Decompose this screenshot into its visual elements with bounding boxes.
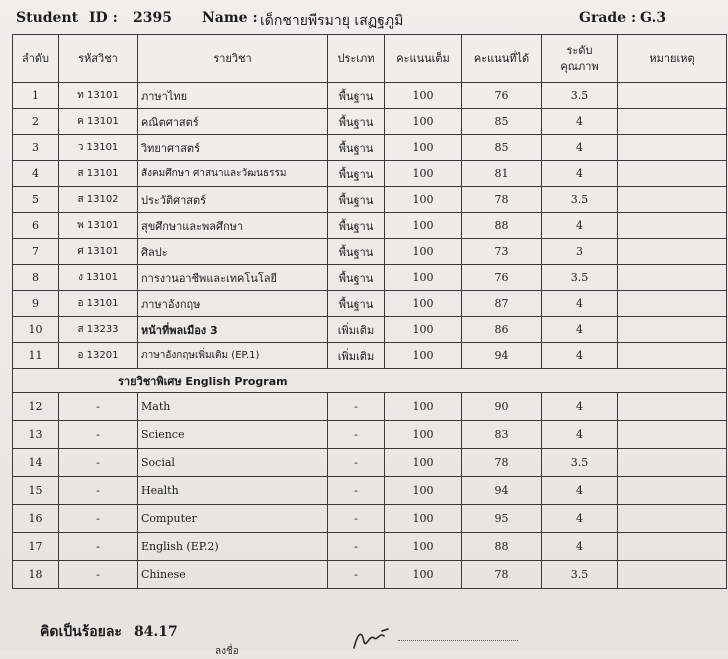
table-row xyxy=(13,561,727,589)
cell-score: 87 xyxy=(462,291,542,317)
table-row xyxy=(13,505,727,533)
cell-number: 1 xyxy=(13,83,59,109)
cell-full-score: 100 xyxy=(385,161,462,187)
cell-score: 85 xyxy=(462,135,542,161)
cell-note xyxy=(618,135,727,161)
cell-code: ว 13101 xyxy=(59,135,138,161)
cell-full-score: 100 xyxy=(385,393,462,421)
cell-number: 2 xyxy=(13,109,59,135)
cell-subject: Science xyxy=(138,421,328,449)
cell-level: 4 xyxy=(542,161,618,187)
cell-type: เพิ่มเติม xyxy=(328,343,385,369)
cell-subject: สังคมศึกษา ศาสนาและวัฒนธรรม xyxy=(138,161,328,187)
cell-subject: Social xyxy=(138,449,328,477)
table-row xyxy=(13,317,727,343)
table-row xyxy=(13,239,727,265)
column-header-score: คะแนนที่ได้ xyxy=(462,35,542,83)
cell-number: 8 xyxy=(13,265,59,291)
cell-code: พ 13101 xyxy=(59,213,138,239)
cell-code: ท 13101 xyxy=(59,83,138,109)
cell-subject: ศิลปะ xyxy=(138,239,328,265)
cell-number: 5 xyxy=(13,187,59,213)
cell-full-score: 100 xyxy=(385,239,462,265)
cell-full-score: 100 xyxy=(385,109,462,135)
table-row xyxy=(13,421,727,449)
cell-note xyxy=(618,343,727,369)
cell-level: 3.5 xyxy=(542,561,618,589)
cell-score: 95 xyxy=(462,505,542,533)
column-header-level: ระดับ คุณภาพ xyxy=(542,35,618,83)
cell-score: 90 xyxy=(462,393,542,421)
cell-full-score: 100 xyxy=(385,83,462,109)
cell-subject: ภาษาอังกฤษเพิ่มเติม (EP.1) xyxy=(138,343,328,369)
cell-note xyxy=(618,265,727,291)
cell-note xyxy=(618,505,727,533)
table-header-row xyxy=(13,35,727,83)
cell-number: 16 xyxy=(13,505,59,533)
cell-code: อ 13201 xyxy=(59,343,138,369)
cell-subject: Chinese xyxy=(138,561,328,589)
cell-score: 94 xyxy=(462,477,542,505)
table-row xyxy=(13,265,727,291)
cell-subject: Math xyxy=(138,393,328,421)
cell-score: 86 xyxy=(462,317,542,343)
cell-score: 78 xyxy=(462,561,542,589)
column-header-subject: รายวิชา xyxy=(138,35,328,83)
cell-type: - xyxy=(328,449,385,477)
cell-score: 85 xyxy=(462,109,542,135)
cell-type: - xyxy=(328,393,385,421)
cell-subject: สุขศึกษาและพลศึกษา xyxy=(138,213,328,239)
cell-code: อ 13101 xyxy=(59,291,138,317)
cell-full-score: 100 xyxy=(385,343,462,369)
column-header-number: ลำดับ xyxy=(13,35,59,83)
cell-level: 3.5 xyxy=(542,265,618,291)
grade-label: Grade : xyxy=(579,10,637,26)
percent-label: คิดเป็นร้อยละ xyxy=(40,624,122,640)
cell-number: 10 xyxy=(13,317,59,343)
cell-level: 4 xyxy=(542,291,618,317)
cell-level: 4 xyxy=(542,109,618,135)
cell-score: 76 xyxy=(462,83,542,109)
column-header-type: ประเภท xyxy=(328,35,385,83)
cell-subject: ภาษาไทย xyxy=(138,83,328,109)
cell-full-score: 100 xyxy=(385,449,462,477)
cell-note xyxy=(618,239,727,265)
cell-type: พื้นฐาน xyxy=(328,135,385,161)
cell-full-score: 100 xyxy=(385,421,462,449)
cell-number: 12 xyxy=(13,393,59,421)
report-header xyxy=(16,6,718,30)
table-row xyxy=(13,393,727,421)
cell-subject: การงานอาชีพและเทคโนโลยี xyxy=(138,265,328,291)
cell-full-score: 100 xyxy=(385,477,462,505)
cell-number: 14 xyxy=(13,449,59,477)
cell-score: 83 xyxy=(462,421,542,449)
cell-type: พื้นฐาน xyxy=(328,187,385,213)
grade-value: G.3 xyxy=(640,10,667,26)
cell-subject: หน้าที่พลเมือง 3 xyxy=(138,317,328,343)
cell-level: 4 xyxy=(542,213,618,239)
cell-number: 9 xyxy=(13,291,59,317)
cell-code: - xyxy=(59,561,138,589)
cell-number: 3 xyxy=(13,135,59,161)
cell-type: พื้นฐาน xyxy=(328,291,385,317)
cell-score: 94 xyxy=(462,343,542,369)
cell-type: - xyxy=(328,421,385,449)
cell-type: พื้นฐาน xyxy=(328,265,385,291)
special-section-heading: รายวิชาพิเศษ English Program xyxy=(13,369,727,393)
cell-subject: English (EP.2) xyxy=(138,533,328,561)
name-label: Name : xyxy=(202,10,258,26)
cell-score: 78 xyxy=(462,449,542,477)
cell-level: 4 xyxy=(542,533,618,561)
cell-full-score: 100 xyxy=(385,291,462,317)
table-row xyxy=(13,449,727,477)
cell-subject: ภาษาอังกฤษ xyxy=(138,291,328,317)
cell-full-score: 100 xyxy=(385,213,462,239)
cell-score: 88 xyxy=(462,213,542,239)
cell-note xyxy=(618,561,727,589)
table-row xyxy=(13,291,727,317)
student-label: Student xyxy=(16,10,79,26)
cell-code: ส 13101 xyxy=(59,161,138,187)
cell-note xyxy=(618,83,727,109)
cell-code: ค 13101 xyxy=(59,109,138,135)
table-row xyxy=(13,109,727,135)
cell-note xyxy=(618,317,727,343)
cell-number: 17 xyxy=(13,533,59,561)
cell-subject: วิทยาศาสตร์ xyxy=(138,135,328,161)
sign-label: ลงชื่อ xyxy=(215,646,239,657)
id-label: ID : xyxy=(89,10,118,26)
cell-type: - xyxy=(328,561,385,589)
column-header-code: รหัสวิชา xyxy=(59,35,138,83)
cell-number: 13 xyxy=(13,421,59,449)
cell-full-score: 100 xyxy=(385,533,462,561)
cell-number: 18 xyxy=(13,561,59,589)
cell-note xyxy=(618,477,727,505)
table-row xyxy=(13,83,727,109)
cell-code: ง 13101 xyxy=(59,265,138,291)
cell-level: 4 xyxy=(542,477,618,505)
cell-number: 4 xyxy=(13,161,59,187)
name-value: เด็กชายพีรมายุ เสฏฐภูมิ xyxy=(260,13,404,29)
cell-type: พื้นฐาน xyxy=(328,213,385,239)
cell-level: 4 xyxy=(542,505,618,533)
percent-value: 84.17 xyxy=(133,624,178,640)
section-heading-row xyxy=(13,369,727,393)
handwritten-signature xyxy=(352,628,392,651)
cell-subject: คณิตศาสตร์ xyxy=(138,109,328,135)
cell-full-score: 100 xyxy=(385,561,462,589)
cell-note xyxy=(618,533,727,561)
cell-code: - xyxy=(59,393,138,421)
cell-full-score: 100 xyxy=(385,317,462,343)
cell-note xyxy=(618,109,727,135)
cell-number: 6 xyxy=(13,213,59,239)
table-row xyxy=(13,343,727,369)
cell-level: 4 xyxy=(542,317,618,343)
cell-code: - xyxy=(59,449,138,477)
cell-level: 3.5 xyxy=(542,449,618,477)
id-value: 2395 xyxy=(133,10,172,26)
table-row xyxy=(13,135,727,161)
cell-score: 76 xyxy=(462,265,542,291)
cell-type: - xyxy=(328,533,385,561)
grades-table xyxy=(12,34,727,589)
cell-note xyxy=(618,449,727,477)
cell-type: - xyxy=(328,505,385,533)
cell-level: 4 xyxy=(542,421,618,449)
table-row xyxy=(13,213,727,239)
column-header-full-score: คะแนนเต็ม xyxy=(385,35,462,83)
cell-note xyxy=(618,393,727,421)
percentage-summary xyxy=(40,621,178,643)
table-row xyxy=(13,477,727,505)
cell-note xyxy=(618,291,727,317)
cell-subject: Computer xyxy=(138,505,328,533)
cell-subject: Health xyxy=(138,477,328,505)
cell-full-score: 100 xyxy=(385,135,462,161)
cell-type: พื้นฐาน xyxy=(328,109,385,135)
cell-code: - xyxy=(59,505,138,533)
table-row xyxy=(13,187,727,213)
cell-level: 4 xyxy=(542,135,618,161)
cell-number: 7 xyxy=(13,239,59,265)
cell-note xyxy=(618,213,727,239)
cell-full-score: 100 xyxy=(385,265,462,291)
cell-note xyxy=(618,161,727,187)
cell-type: พื้นฐาน xyxy=(328,83,385,109)
cell-code: - xyxy=(59,477,138,505)
cell-code: ส 13102 xyxy=(59,187,138,213)
table-row xyxy=(13,533,727,561)
cell-score: 81 xyxy=(462,161,542,187)
cell-number: 15 xyxy=(13,477,59,505)
cell-level: 3.5 xyxy=(542,83,618,109)
cell-score: 73 xyxy=(462,239,542,265)
cell-type: พื้นฐาน xyxy=(328,161,385,187)
cell-level: 3.5 xyxy=(542,187,618,213)
cell-code: ส 13233 xyxy=(59,317,138,343)
cell-code: - xyxy=(59,421,138,449)
cell-number: 11 xyxy=(13,343,59,369)
cell-note xyxy=(618,421,727,449)
cell-type: เพิ่มเติม xyxy=(328,317,385,343)
cell-full-score: 100 xyxy=(385,505,462,533)
cell-score: 78 xyxy=(462,187,542,213)
signature-line xyxy=(398,640,518,641)
cell-level: 4 xyxy=(542,393,618,421)
cell-level: 3 xyxy=(542,239,618,265)
cell-level: 4 xyxy=(542,343,618,369)
cell-type: - xyxy=(328,477,385,505)
cell-type: พื้นฐาน xyxy=(328,239,385,265)
cell-code: - xyxy=(59,533,138,561)
cell-code: ศ 13101 xyxy=(59,239,138,265)
column-header-note: หมายเหตุ xyxy=(618,35,727,83)
cell-score: 88 xyxy=(462,533,542,561)
cell-full-score: 100 xyxy=(385,187,462,213)
cell-subject: ประวัติศาสตร์ xyxy=(138,187,328,213)
table-row xyxy=(13,161,727,187)
cell-note xyxy=(618,187,727,213)
